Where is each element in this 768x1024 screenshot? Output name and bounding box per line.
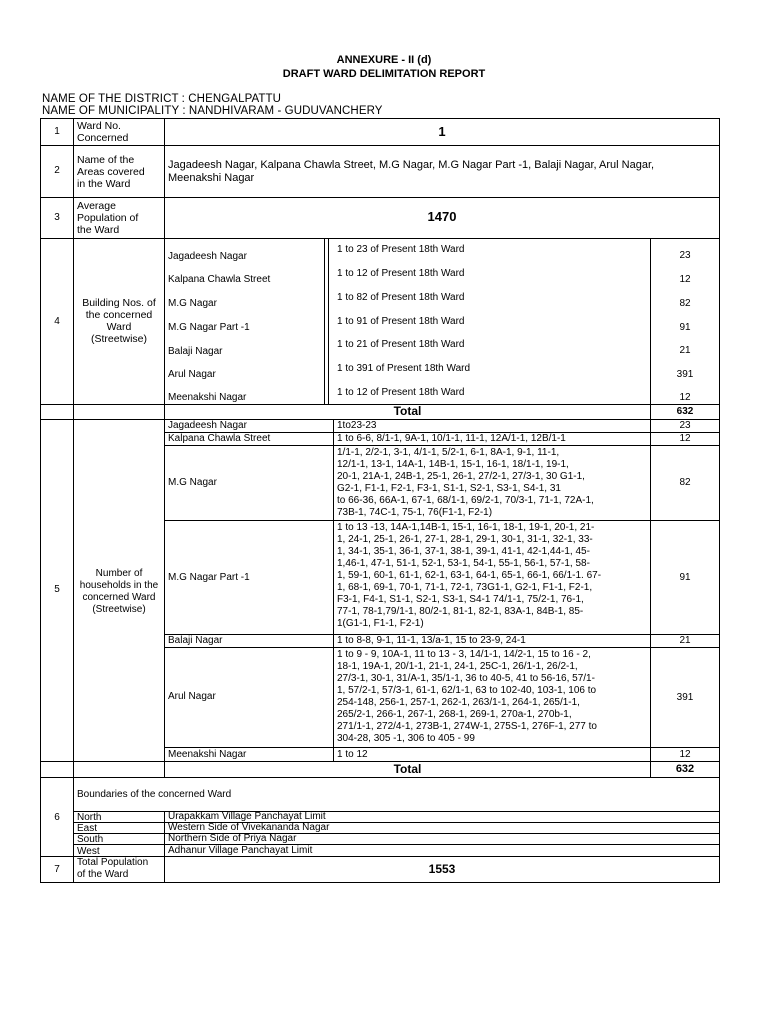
building-range: 1 to 391 of Present 18th Ward [337, 363, 471, 374]
household-count: 391 [676, 692, 694, 703]
building-count: 12 [679, 392, 691, 403]
buildings-total-value: 632 [676, 406, 694, 417]
building-count: 82 [679, 298, 691, 309]
areas-covered-value: Jagadeesh Nagar, Kalpana Chawla Street, M.G Nagar, M.G Nagar Part -1, Balaji Nagar, Arul Nagar, Meenakshi Nagar [168, 159, 655, 184]
buildings-total-label: Total [393, 404, 422, 418]
building-count: 21 [679, 345, 691, 356]
row4-number: 4 [54, 316, 60, 327]
boundary-side: East [77, 823, 98, 834]
household-count: 12 [679, 433, 691, 444]
street-name: Arul Nagar [168, 691, 216, 702]
street-name: Meenakshi Nagar [168, 392, 247, 403]
ward-number-value: 1 [438, 124, 446, 139]
street-name: Kalpana Chawla Street [168, 433, 271, 444]
building-count: 391 [676, 369, 694, 380]
household-count: 23 [679, 420, 691, 431]
row1-number: 1 [54, 126, 60, 137]
building-count: 23 [679, 250, 691, 261]
street-name: M.G Nagar Part -1 [168, 572, 250, 583]
building-count: 12 [679, 274, 691, 285]
building-range: 1 to 82 of Present 18th Ward [337, 292, 465, 303]
household-numbers: 1/1-1, 2/2-1, 3-1, 4/1-1, 5/2-1, 6-1, 8A-1, 9-1, 11-1, 12/1-1, 13-1, 14A-1, 14B-1, 15-1, 16-1, 18/1-1, 19-1, 20-1, 21A-1, 24B-1, 25-1, 26-1, 27/2-1, 27/3-1, 30 G1-1, G2-1, F1-1, F2-1, F3-1, S1-1, S2-1, S3-1, S4-1, 31 to 66-36, 66A-1, 67-1, 68/1-1, 69/2-1, 70/3-1, 71-1, 72A-1, 73B-1, 74C-1, 75-1, 76(F1-1, F2-1) [337, 447, 594, 518]
boundary-value: Adhanur Village Panchayat Limit [168, 845, 313, 856]
building-range: 1 to 21 of Present 18th Ward [337, 339, 465, 350]
street-name: Meenakshi Nagar [168, 749, 247, 760]
boundary-value: Western Side of Vivekananda Nagar [168, 822, 330, 833]
household-numbers: 1 to 13 -13, 14A-1,14B-1, 15-1, 16-1, 18-1, 19-1, 20-1, 21- 1, 24-1, 25-1, 26-1, 27-1, 28-1, 29-1, 30-1, 31-1, 32-1, 33- 1, 34-1, 35-1, 36-1, 37-1, 38-1, 39-1, 41-1, 42-1,44-1, 45- 1,46-1, 47-1, 51-1, 52-1, 53-1, 54-1, 55-1, 56-1, 57-1, 58- 1, 59-1, 60-1, 61-1, 62-1, 63-1, 64-1, 65-1, 66-1, 66/1-1. 67- 1, 68-1, 69-1, 70-1, 71-1, 72-1, 73G1-1, G2-1, F1-1, F2-1, F3-1, F4-1, S1-1, S2-1, S3-1, S4-1 74/1-1, 75/2-1, 76-1, 77-1, 78-1,79/1-1, 80/2-1, 81-1, 82-1, 83A-1, 84B-1, 85- 1(G1-1, F1-1, F2-1) [337, 522, 602, 629]
street-name: M.G Nagar [168, 298, 217, 309]
boundary-value: Northern Side of Priya Nagar [168, 833, 297, 844]
household-count: 12 [679, 749, 691, 760]
row7-label: Total Population of the Ward [77, 857, 149, 880]
street-name: M.G Nagar Part -1 [168, 322, 250, 333]
household-count: 91 [679, 572, 691, 583]
municipality-line: NAME OF MUNICIPALITY : NANDHIVARAM - GUDUVANCHERY [42, 105, 383, 117]
row3-label: Average Population of the Ward [77, 200, 139, 236]
household-numbers: 1 to 8-8, 9-1, 11-1, 13/a-1, 15 to 23-9, 24-1 [337, 635, 526, 646]
street-name: M.G Nagar [168, 477, 217, 488]
total-population-value: 1553 [428, 862, 456, 876]
boundary-side: North [77, 812, 102, 823]
street-name: Jagadeesh Nagar [168, 420, 247, 431]
street-name: Kalpana Chawla Street [168, 274, 271, 285]
district-line: NAME OF THE DISTRICT : CHENGALPATTU [42, 93, 282, 105]
household-numbers: 1 to 9 - 9, 10A-1, 11 to 13 - 3, 14/1-1, 14/2-1, 15 to 16 - 2, 18-1, 19A-1, 20/1-1, 21-1, 24-1, 25C-1, 26/1-1, 26/2-1, 27/3-1, 30-1, 31/A-1, 35/1-1, 36 to 40-5, 41 to 56-16, 57/1- 1, 57/2-1, 57/3-1, 61-1, 62/1-1, 63 to 102-40, 103-1, 106 to 254-148, 256-1, 257-1, 262-1, 263/1-1, 264-1, 265/1-1, 265/2-1, 266-1, 267-1, 268-1, 269-1, 270a-1, 270b-1, 271/1-1, 272/4-1, 273B-1, 274W-1, 275S-1, 276F-1, 277 to 304-28, 305 -1, 306 to 405 - 99 [337, 649, 597, 744]
building-range: 1 to 23 of Present 18th Ward [337, 244, 465, 255]
building-range: 1 to 12 of Present 18th Ward [337, 387, 465, 398]
household-numbers: 1to23-23 [337, 420, 377, 431]
households-total-label: Total [393, 762, 422, 776]
boundaries-heading: Boundaries of the concerned Ward [77, 789, 232, 800]
boundary-value: Urapakkam Village Panchayat Limit [168, 811, 326, 822]
household-numbers: 1 to 6-6, 8/1-1, 9A-1, 10/1-1, 11-1, 12A/1-1, 12B/1-1 [337, 433, 566, 444]
households-total-value: 632 [675, 763, 695, 775]
street-name: Arul Nagar [168, 369, 216, 380]
building-range: 1 to 91 of Present 18th Ward [337, 316, 465, 327]
household-count: 21 [679, 635, 691, 646]
row5-number: 5 [54, 584, 60, 595]
row2-number: 2 [54, 165, 60, 176]
building-range: 1 to 12 of Present 18th Ward [337, 268, 465, 279]
report-title: DRAFT WARD DELIMITATION REPORT [282, 68, 486, 80]
household-numbers: 1 to 12 [337, 749, 368, 760]
street-name: Balaji Nagar [168, 635, 223, 646]
annexure-heading: ANNEXURE - II (d) [336, 54, 432, 66]
row6-number: 6 [54, 812, 60, 823]
row5-label: Number of households in the concerned Ward (Streetwise) [79, 568, 159, 615]
row1-label: Ward No. Concerned [77, 120, 129, 144]
household-count: 82 [679, 477, 691, 488]
average-population-value: 1470 [427, 209, 457, 224]
street-name: Balaji Nagar [168, 346, 223, 357]
boundary-side: South [77, 834, 104, 845]
row7-number: 7 [54, 864, 60, 875]
building-count: 91 [679, 322, 691, 333]
row4-label: Building Nos. of the concerned Ward (Streetwise) [82, 297, 156, 345]
row3-number: 3 [54, 212, 60, 223]
street-name: Jagadeesh Nagar [168, 251, 247, 262]
boundary-side: West [77, 846, 100, 857]
row2-label: Name of the Areas covered in the Ward [77, 154, 145, 190]
